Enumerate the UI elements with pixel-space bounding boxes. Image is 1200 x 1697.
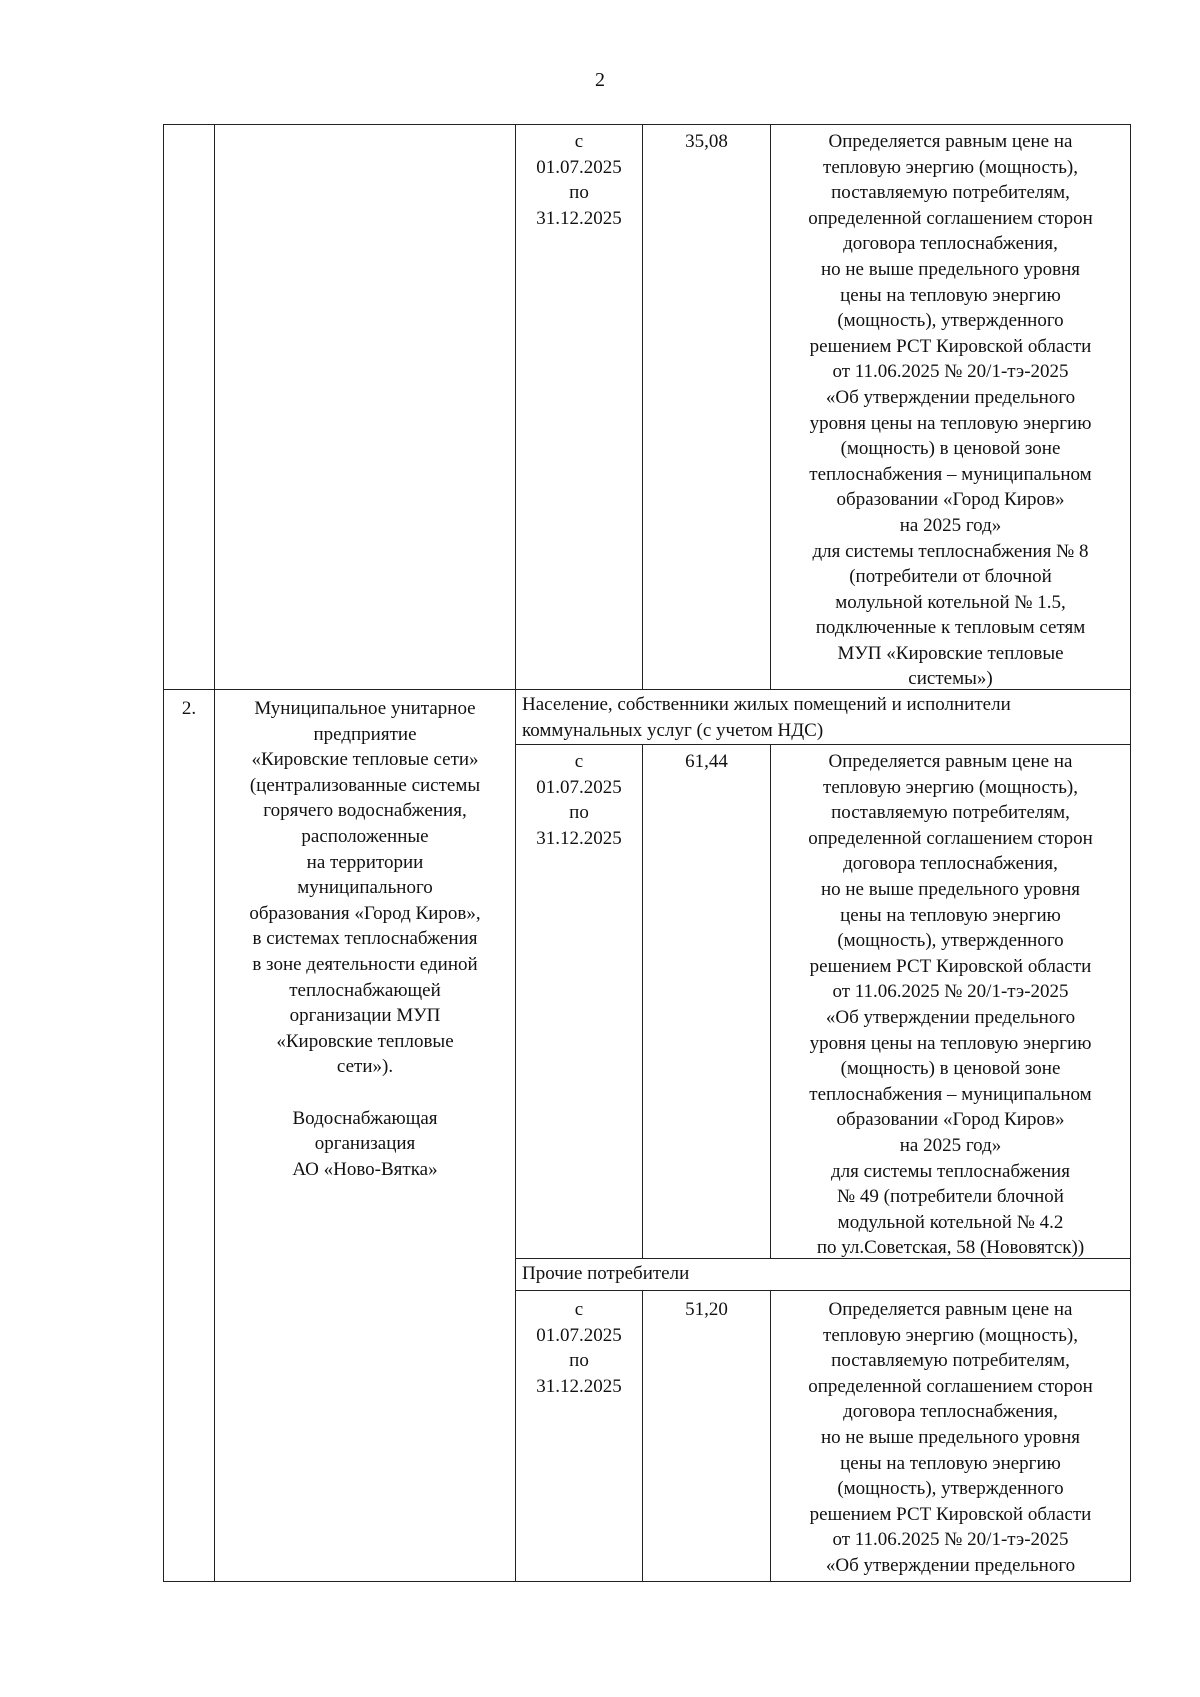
note-line: (мощность), утвержденного [837,930,1064,952]
price-value: 35,08 [685,131,728,152]
org-line: в зоне деятельности единой [252,953,478,975]
note-line: уровня цены на тепловую энергию [809,412,1092,434]
note-line: № 49 (потребители блочной [837,1186,1064,1208]
page-number: 2 [595,69,605,91]
note-line: Определяется равным цене на [828,751,1073,772]
note-line: тепловую энергию (мощность), [823,1324,1078,1346]
note-line: договора теплоснабжения, [843,1401,1058,1423]
org-line: предприятие [313,723,417,745]
org-line: расположенные [301,825,429,847]
period-line: 31.12.2025 [536,207,622,229]
price-value: 51,20 [685,1299,728,1320]
group1-price-cell [642,744,771,1259]
note-line: теплоснабжения – муниципальном [809,463,1092,485]
note-line: тепловую энергию (мощность), [823,156,1078,178]
note-line: системы») [908,668,993,690]
period-line: 01.07.2025 [536,776,622,798]
group1-header-line: Население, собственники жилых помещений и исполнители [522,694,1011,715]
period-line: с [574,1299,584,1320]
note-line: образовании «Город Киров» [836,489,1065,511]
period-line: 31.12.2025 [536,827,622,849]
org-line: муниципального [297,877,433,899]
org-line: в системах теплоснабжения [252,928,478,950]
row-number: 2. [181,698,197,719]
note-line: (мощность) в ценовой зоне [840,1058,1061,1080]
note-line: решением РСТ Кировской области [809,1503,1092,1525]
note-line: решением РСТ Кировской области [809,335,1092,357]
period-line: по [569,1350,589,1372]
note-line: но не выше предельного уровня [820,878,1081,900]
note-line: подключенные к тепловым сетям [815,617,1086,639]
org-line: Водоснабжающая [292,1107,438,1129]
group1-note-cell [770,744,1131,1259]
group1-header [515,689,1131,745]
row2-number-cell [163,689,215,1582]
note-line: поставляемую потребителям, [831,182,1070,204]
org-line: «Кировские тепловые сети» [251,749,479,771]
org-line: горячего водоснабжения, [263,800,467,822]
period-line: 01.07.2025 [536,1324,622,1346]
note-line: определенной соглашением сторон [808,1375,1093,1397]
note-line: Определяется равным цене на [828,131,1073,152]
row1-org-cell [214,124,516,690]
note-line: от 11.06.2025 № 20/1-тэ-2025 [832,1529,1069,1551]
note-line: «Об утверждении предельного [825,386,1076,408]
note-line: цены на тепловую энергию [840,904,1061,926]
row1-period-cell [515,124,643,690]
org-line: образования «Город Киров», [249,902,481,924]
org-line-spacer [215,1080,515,1106]
note-line: образовании «Город Киров» [836,1109,1065,1131]
note-line: поставляемую потребителям, [831,1350,1070,1372]
row2-org-cell [214,689,516,1582]
note-line: на 2025 год» [899,514,1002,536]
note-line: (мощность), утвержденного [837,310,1064,332]
group2-header-line: Прочие потребители [522,1263,690,1284]
note-line: (мощность), утвержденного [837,1478,1064,1500]
note-line: тепловую энергию (мощность), [823,776,1078,798]
org-line: на территории [306,851,424,873]
note-line: Определяется равным цене на [828,1299,1073,1320]
note-line: «Об утверждении предельного [825,1006,1076,1028]
row1-note-cell [770,124,1131,690]
note-line: от 11.06.2025 № 20/1-тэ-2025 [832,981,1069,1003]
org-line: сети»). [336,1056,394,1078]
org-line: (централизованные системы [249,774,481,796]
period-line: с [574,751,584,772]
org-line: «Кировские тепловые [276,1030,454,1052]
group1-period-cell [515,744,643,1259]
note-line: для системы теплоснабжения [831,1160,1070,1182]
note-line: цены на тепловую энергию [840,284,1061,306]
org-line: организация [314,1133,416,1155]
note-line: цены на тепловую энергию [840,1452,1061,1474]
group1-header-line: коммунальных услуг (с учетом НДС) [522,719,824,741]
row1-number-cell [163,124,215,690]
note-line: МУП «Кировские тепловые [837,642,1064,664]
period-line: по [569,802,589,824]
note-line: определенной соглашением сторон [808,827,1093,849]
note-line: договора теплоснабжения, [843,853,1058,875]
group2-header [515,1258,1131,1291]
note-line: договора теплоснабжения, [843,233,1058,255]
note-line: по ул.Советская, 58 (Нововятск)) [816,1237,1085,1259]
period-line: 01.07.2025 [536,156,622,178]
note-line: (мощность) в ценовой зоне [840,438,1061,460]
note-line: на 2025 год» [899,1134,1002,1156]
row1-price-cell [642,124,771,690]
note-line: теплоснабжения – муниципальном [809,1083,1092,1105]
note-line: модульной котельной № 4.2 [837,1211,1064,1233]
note-line: «Об утверждении предельного [825,1554,1076,1576]
org-line: организации МУП [289,1005,441,1027]
period-line: 31.12.2025 [536,1375,622,1397]
period-line: с [574,131,584,152]
org-line: Муниципальное унитарное [254,698,476,719]
group2-price-cell [642,1290,771,1582]
note-line: определенной соглашением сторон [808,207,1093,229]
note-line: уровня цены на тепловую энергию [809,1032,1092,1054]
group2-note-cell [770,1290,1131,1582]
note-line: решением РСТ Кировской области [809,955,1092,977]
note-line: для системы теплоснабжения № 8 [812,540,1089,562]
note-line: от 11.06.2025 № 20/1-тэ-2025 [832,361,1069,383]
org-line: АО «Ново-Вятка» [292,1158,438,1180]
group2-period-cell [515,1290,643,1582]
org-line: теплоснабжающей [289,979,441,1001]
note-line: (потребители от блочной [849,566,1052,588]
note-line: но не выше предельного уровня [820,1426,1081,1448]
note-line: молульной котельной № 1.5, [835,591,1066,613]
note-line: но не выше предельного уровня [820,258,1081,280]
period-line: по [569,182,589,204]
price-value: 61,44 [685,751,728,772]
note-line: поставляемую потребителям, [831,802,1070,824]
